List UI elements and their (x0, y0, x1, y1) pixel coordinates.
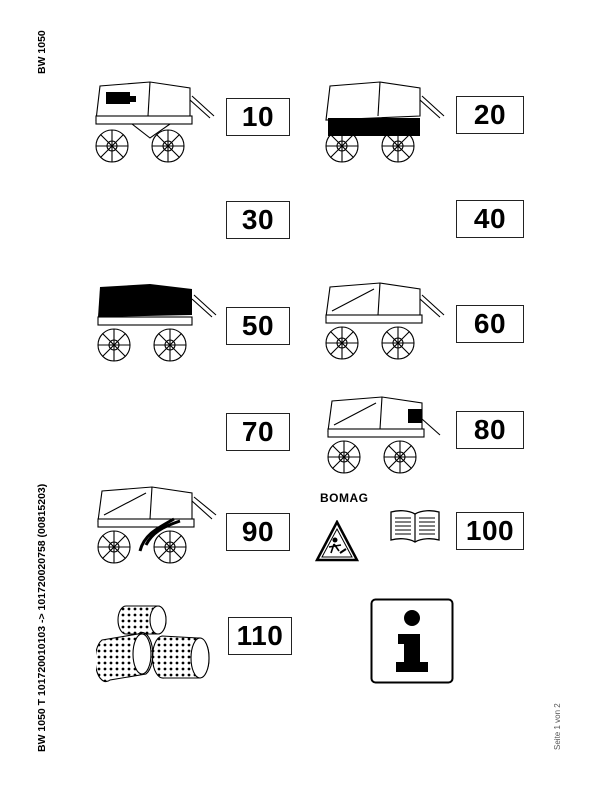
callout-90: 90 (226, 513, 290, 551)
book-icon (388, 508, 442, 544)
info-icon (370, 598, 454, 684)
callout-70: 70 (226, 413, 290, 451)
callout-10: 10 (226, 98, 290, 136)
callout-50: 50 (226, 307, 290, 345)
warning-triangle-icon (315, 520, 359, 562)
callout-20: 20 (456, 96, 524, 134)
callout-110: 110 (228, 617, 292, 655)
callout-100: 100 (456, 512, 524, 550)
callout-30: 30 (226, 201, 290, 239)
page-label: Seite 1 von 2 (553, 703, 562, 750)
roller-illustration-20 (322, 80, 447, 170)
roller-illustration-10 (92, 80, 217, 170)
roller-illustration-80 (324, 395, 449, 480)
callout-60: 60 (456, 305, 524, 343)
callout-40: 40 (456, 200, 524, 238)
roller-illustration-60 (322, 281, 447, 366)
side-title-main: BW 1050 T 101720010103 -> 101720020758 (00815203) (36, 483, 48, 752)
callout-80: 80 (456, 411, 524, 449)
roller-illustration-90 (94, 485, 219, 570)
drums-illustration (96, 600, 214, 692)
side-title-top: BW 1050 (36, 30, 48, 74)
roller-illustration-50 (92, 283, 217, 368)
brand-logo: BOMAG (320, 491, 369, 505)
